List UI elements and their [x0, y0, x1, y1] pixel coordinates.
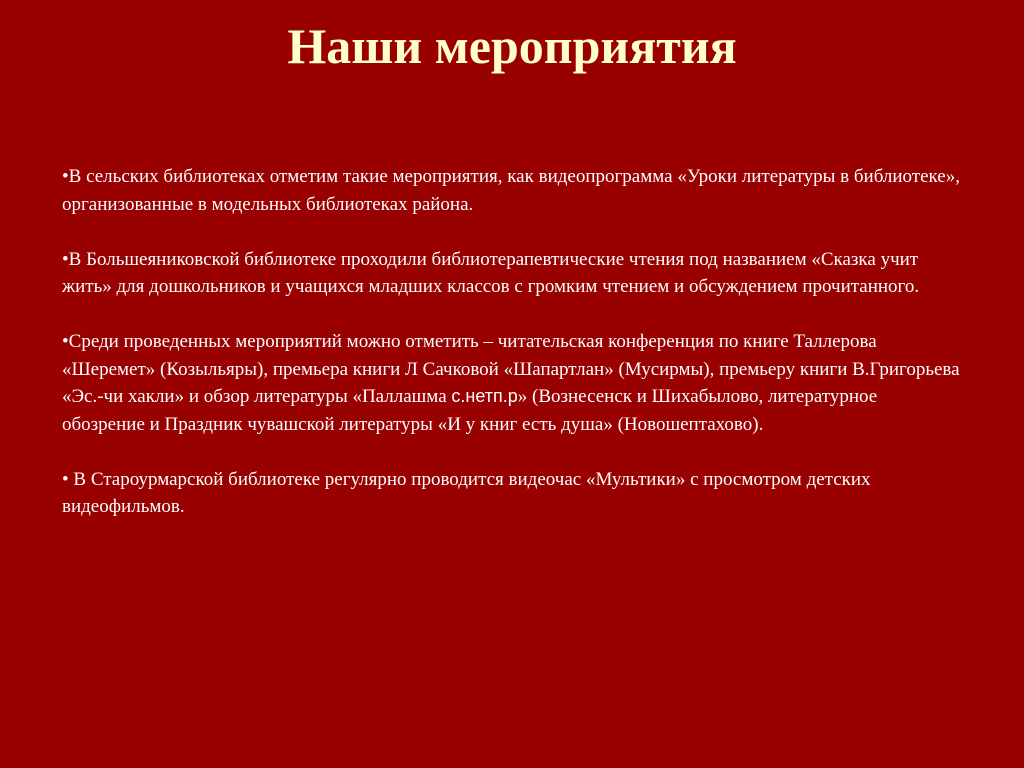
paragraph-text-sans-fragment: с.нетп.р [451, 386, 518, 406]
bullet: • [62, 248, 69, 270]
bullet: • [62, 331, 69, 352]
slide-body [62, 163, 962, 521]
paragraph-staroyurmary-library [62, 466, 962, 521]
paragraph-events-list [62, 328, 962, 438]
paragraph-text: Среди проведенных мероприятий можно отметить – читательская конференция по книге Таллерова «Шеремет» (Козыльяры), премьера книги Л Сачковой «Шапартлан» (Мусирмы), премьеру книги В.Григорьева «Эс.-чи хакли» и обзор литературы «Паллашма [62, 331, 960, 407]
paragraph-text: В сельских библиотеках отметим такие мероприятия, как видеопрограмма «Уроки литературы в библиотеке», организованные в модельных библиотеках района. [62, 166, 960, 215]
paragraph-text: В Большеяниковской библиотеке проходили библиотерапевтические чтения под названием «Сказка учит жить» для дошкольников и учащихся младших классов с громким чтением и обсуждением прочитанного. [62, 248, 920, 297]
bullet: • [62, 468, 74, 490]
paragraph-bolsheyanikovo-library [62, 246, 962, 301]
paragraph-rural-libraries [62, 163, 962, 218]
slide-title: Наши мероприятия [287, 18, 737, 74]
bullet: • [62, 166, 69, 187]
paragraph-text-continued: » (Вознесенск и Шихабылово, литературное обозрение и Праздник чувашской литературы «И у книг есть душа» (Новошептахово). [62, 386, 878, 435]
paragraph-text: В Староурмарской библиотеке регулярно проводится видеочас «Мультики» с просмотром детских видеофильмов. [62, 468, 871, 517]
